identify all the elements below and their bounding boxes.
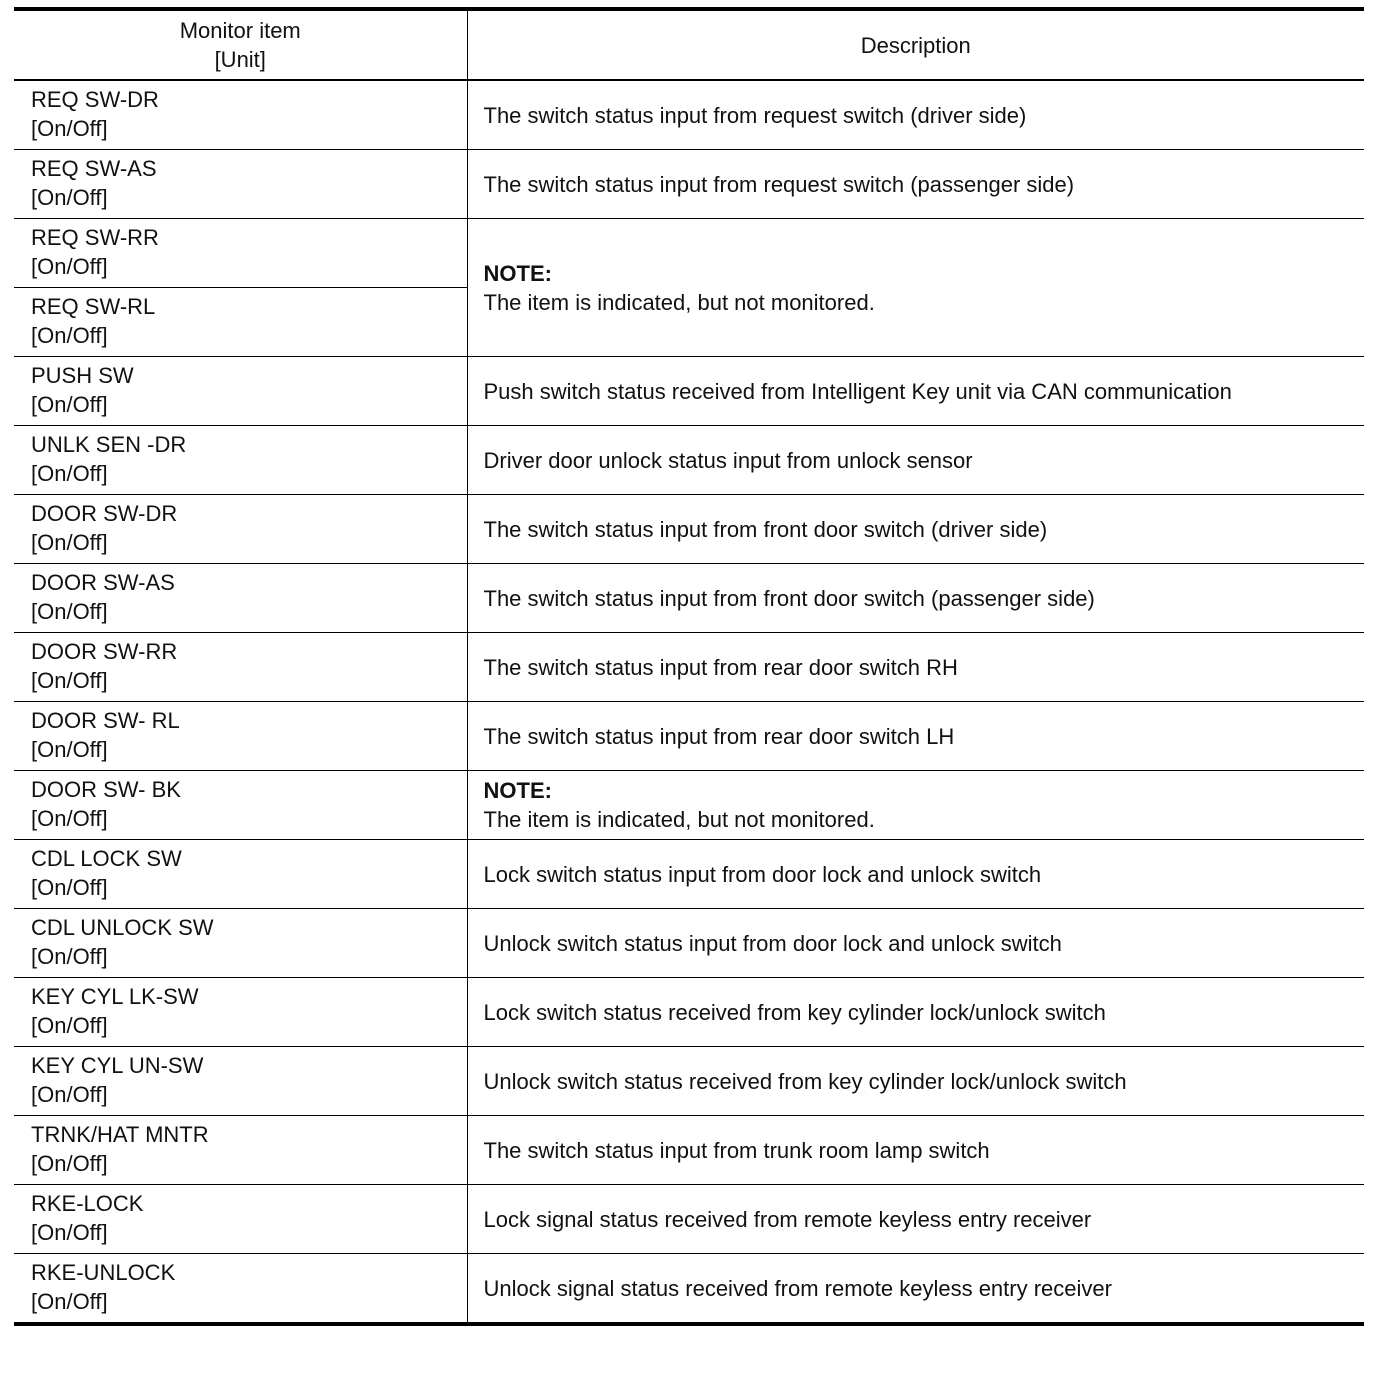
note-text: The item is indicated, but not monitored. (483, 289, 875, 315)
item-name: REQ SW-AS (31, 156, 157, 181)
item-name: KEY CYL LK-SW (31, 984, 199, 1009)
description-cell: The switch status input from rear door switch LH (467, 702, 1364, 771)
table-row (14, 909, 1364, 978)
description-cell: The switch status input from request switch (passenger side) (467, 150, 1364, 219)
table-row (14, 426, 1364, 495)
item-unit: [On/Off] (31, 254, 108, 279)
monitor-item-cell (14, 150, 467, 219)
table-header-row (14, 9, 1364, 80)
table-row (14, 495, 1364, 564)
note-label: NOTE: (483, 260, 552, 286)
monitor-item-cell (14, 288, 467, 357)
monitor-item-cell (14, 909, 467, 978)
item-unit: [On/Off] (31, 1151, 108, 1176)
item-name: REQ SW-DR (31, 87, 159, 112)
item-unit: [On/Off] (31, 530, 108, 555)
table-row (14, 1116, 1364, 1185)
item-unit: [On/Off] (31, 1082, 108, 1107)
description-cell: The switch status input from rear door switch RH (467, 633, 1364, 702)
monitor-item-cell (14, 978, 467, 1047)
item-unit: [On/Off] (31, 1013, 108, 1038)
table-row (14, 1254, 1364, 1325)
item-unit: [On/Off] (31, 806, 108, 831)
item-name: DOOR SW- RL (31, 708, 180, 733)
note-text: The item is indicated, but not monitored. (483, 807, 875, 832)
item-name: TRNK/HAT MNTR (31, 1122, 209, 1147)
description-column-header: Description (467, 9, 1364, 80)
table-row (14, 564, 1364, 633)
unit-header-label: [Unit] (214, 47, 266, 72)
description-cell: Push switch status received from Intelligent Key unit via CAN communication (467, 357, 1364, 426)
table-row (14, 357, 1364, 426)
item-name: RKE-UNLOCK (31, 1260, 176, 1285)
table-row (14, 1047, 1364, 1116)
item-name: KEY CYL UN-SW (31, 1053, 204, 1078)
item-name: DOOR SW-AS (31, 570, 175, 595)
item-unit: [On/Off] (31, 116, 108, 141)
monitor-item-column-header (14, 9, 467, 80)
description-cell: Lock signal status received from remote keyless entry receiver (467, 1185, 1364, 1254)
table-row (14, 978, 1364, 1047)
description-cell: Unlock signal status received from remote keyless entry receiver (467, 1254, 1364, 1325)
description-cell: The switch status input from front door switch (passenger side) (467, 564, 1364, 633)
item-name: REQ SW-RR (31, 225, 159, 250)
monitor-item-cell (14, 1254, 467, 1325)
table-row (14, 771, 1364, 840)
description-cell: Lock switch status input from door lock and unlock switch (467, 840, 1364, 909)
item-name: DOOR SW-DR (31, 501, 178, 526)
monitor-item-cell (14, 357, 467, 426)
monitor-item-cell (14, 426, 467, 495)
item-name: REQ SW-RL (31, 294, 156, 319)
item-name: PUSH SW (31, 363, 134, 388)
description-cell: The switch status input from request switch (driver side) (467, 80, 1364, 150)
item-unit: [On/Off] (31, 323, 108, 348)
item-unit: [On/Off] (31, 1289, 108, 1314)
table-row (14, 150, 1364, 219)
monitor-item-cell (14, 633, 467, 702)
description-cell: Lock switch status received from key cylinder lock/unlock switch (467, 978, 1364, 1047)
description-cell: The switch status input from trunk room lamp switch (467, 1116, 1364, 1185)
item-name: CDL UNLOCK SW (31, 915, 214, 940)
monitor-item-cell (14, 495, 467, 564)
note-description-cell (467, 219, 1364, 357)
description-cell: Driver door unlock status input from unlock sensor (467, 426, 1364, 495)
note-label: NOTE: (483, 778, 552, 803)
description-cell: The switch status input from front door switch (driver side) (467, 495, 1364, 564)
table-row (14, 80, 1364, 150)
description-cell: Unlock switch status received from key cylinder lock/unlock switch (467, 1047, 1364, 1116)
table-row (14, 1185, 1364, 1254)
table-row (14, 633, 1364, 702)
monitor-item-cell (14, 840, 467, 909)
table-row (14, 840, 1364, 909)
item-name: RKE-LOCK (31, 1191, 144, 1216)
monitor-item-cell (14, 219, 467, 288)
description-cell: Unlock switch status input from door lock and unlock switch (467, 909, 1364, 978)
item-name: CDL LOCK SW (31, 846, 182, 871)
monitor-item-cell (14, 1185, 467, 1254)
monitor-item-cell (14, 702, 467, 771)
monitor-item-cell (14, 1047, 467, 1116)
table-row (14, 219, 1364, 288)
monitor-item-cell (14, 564, 467, 633)
monitor-item-table (14, 7, 1364, 1326)
note-description-cell (467, 771, 1364, 840)
item-unit: [On/Off] (31, 944, 108, 969)
item-unit: [On/Off] (31, 737, 108, 762)
item-name: DOOR SW- BK (31, 777, 181, 802)
item-name: DOOR SW-RR (31, 639, 178, 664)
item-unit: [On/Off] (31, 1220, 108, 1245)
item-name: UNLK SEN -DR (31, 432, 187, 457)
item-unit: [On/Off] (31, 185, 108, 210)
table-row (14, 702, 1364, 771)
monitor-item-cell (14, 80, 467, 150)
monitor-item-header-label: Monitor item (179, 18, 301, 43)
monitor-item-cell (14, 771, 467, 840)
item-unit: [On/Off] (31, 668, 108, 693)
item-unit: [On/Off] (31, 599, 108, 624)
item-unit: [On/Off] (31, 461, 108, 486)
monitor-item-cell (14, 1116, 467, 1185)
item-unit: [On/Off] (31, 875, 108, 900)
item-unit: [On/Off] (31, 392, 108, 417)
